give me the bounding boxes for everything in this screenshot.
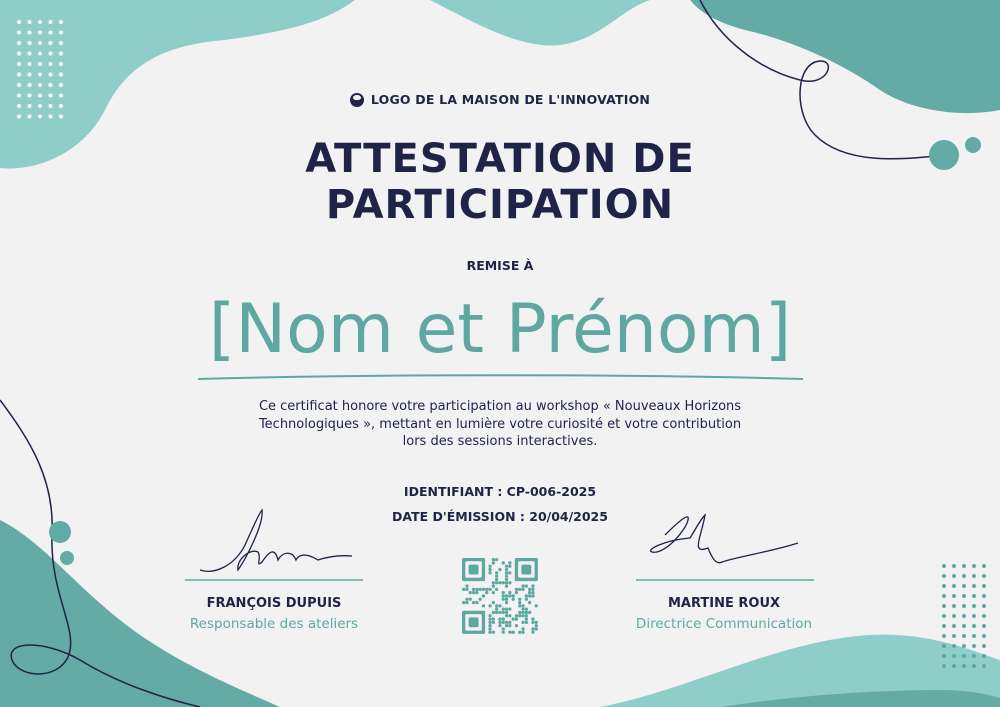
qr-module	[512, 617, 515, 620]
qr-module	[531, 591, 534, 594]
logo-text: LOGO DE LA MAISON DE L'INNOVATION	[370, 92, 651, 107]
decorative-dot	[962, 564, 966, 568]
decorative-dot	[38, 31, 42, 35]
qr-module	[521, 611, 524, 614]
decorative-dot	[38, 62, 42, 66]
qr-module	[515, 617, 518, 620]
qr-module	[465, 584, 468, 587]
decorative-dot	[28, 83, 32, 87]
qr-module	[492, 611, 495, 614]
qr-module	[508, 614, 511, 617]
left-large-dot	[49, 521, 71, 543]
decorative-dot	[59, 41, 63, 45]
decorative-dot	[942, 654, 946, 658]
decorative-dot	[962, 654, 966, 658]
signatory-right-name: MARTINE ROUX	[667, 596, 781, 611]
decorative-dot	[942, 604, 946, 608]
qr-module	[518, 611, 521, 614]
decorative-dot	[38, 83, 42, 87]
qr-module	[521, 608, 524, 611]
decorative-dot	[952, 664, 956, 668]
qr-module	[521, 584, 524, 587]
decorative-dot	[942, 614, 946, 618]
decorative-dot	[942, 644, 946, 648]
decorative-dot	[982, 604, 986, 608]
decorative-dot	[962, 634, 966, 638]
qr-module	[508, 581, 511, 584]
qr-module	[502, 561, 505, 564]
qr-module	[498, 621, 501, 624]
qr-module	[498, 604, 501, 607]
organization-logo	[0, 92, 1000, 107]
decorative-dot	[28, 20, 32, 24]
qr-module	[472, 591, 475, 594]
decorative-dot	[982, 624, 986, 628]
qr-module	[505, 598, 508, 601]
qr-module	[472, 588, 475, 591]
qr-module	[505, 601, 508, 604]
decorative-dot	[942, 584, 946, 588]
qr-module	[508, 565, 511, 568]
qr-module	[502, 627, 505, 630]
qr-module	[531, 617, 534, 620]
qr-module	[492, 581, 495, 584]
qr-module	[495, 581, 498, 584]
qr-module	[472, 601, 475, 604]
qr-module	[475, 591, 478, 594]
qr-module	[531, 627, 534, 630]
decorative-dot	[17, 83, 21, 87]
qr-module	[492, 621, 495, 624]
title-line-2: PARTICIPATION	[325, 182, 675, 228]
qr-module	[505, 581, 508, 584]
decorative-dot	[962, 584, 966, 588]
decorative-dot	[982, 654, 986, 658]
qr-module	[488, 568, 491, 571]
decorative-dot	[49, 83, 53, 87]
qr-module	[502, 621, 505, 624]
qr-module	[521, 604, 524, 607]
decorative-dot	[952, 564, 956, 568]
signatory-left-role: Responsable des ateliers	[189, 616, 359, 632]
qr-module	[488, 617, 491, 620]
decorative-dot	[972, 634, 976, 638]
qr-module	[492, 631, 495, 634]
decorative-dot	[952, 644, 956, 648]
decorative-dot	[972, 574, 976, 578]
qr-module	[469, 591, 472, 594]
qr-module	[469, 598, 472, 601]
qr-module	[462, 601, 465, 604]
qr-module	[521, 621, 524, 624]
qr-module	[505, 594, 508, 597]
qr-module	[525, 617, 528, 620]
decorative-dot	[982, 664, 986, 668]
qr-module	[508, 571, 511, 574]
decorative-dot	[38, 115, 42, 119]
qr-module	[469, 565, 479, 575]
qr-module	[495, 571, 498, 574]
qr-module	[505, 565, 508, 568]
qr-module	[515, 624, 518, 627]
qr-module	[521, 614, 524, 617]
qr-module	[521, 565, 531, 575]
qr-module	[518, 604, 521, 607]
decorative-dot	[972, 664, 976, 668]
decorative-dot	[17, 52, 21, 56]
qr-module	[488, 627, 491, 630]
issue-date: DATE D'ÉMISSION : 20/04/2025	[392, 509, 608, 524]
description-line-3: lors des sessions interactives.	[402, 434, 598, 449]
qr-module	[531, 584, 534, 587]
qr-module	[508, 561, 511, 564]
qr-module	[508, 621, 511, 624]
decorative-dot	[962, 664, 966, 668]
decorative-dot	[28, 41, 32, 45]
awarded-to-label: REMISE À	[466, 258, 534, 273]
decorative-dot	[38, 73, 42, 77]
qr-module	[495, 611, 498, 614]
decorative-dot	[982, 634, 986, 638]
qr-module	[528, 611, 531, 614]
qr-module	[525, 608, 528, 611]
decorative-dot	[49, 115, 53, 119]
qr-module	[502, 594, 505, 597]
decorative-dot	[982, 584, 986, 588]
decorative-dot	[17, 41, 21, 45]
qr-module	[492, 584, 495, 587]
qr-module	[465, 601, 468, 604]
qr-module	[525, 614, 528, 617]
qr-module	[521, 627, 524, 630]
decorative-dot	[59, 115, 63, 119]
qr-module	[479, 598, 482, 601]
qr-module	[531, 631, 534, 634]
qr-module	[502, 581, 505, 584]
decorative-dot	[982, 614, 986, 618]
qr-module	[535, 627, 538, 630]
decorative-dot	[59, 83, 63, 87]
qr-module	[488, 624, 491, 627]
qr-module	[495, 578, 498, 581]
qr-module	[492, 591, 495, 594]
qr-module	[521, 588, 524, 591]
decorative-dot	[942, 574, 946, 578]
decorative-dot	[28, 31, 32, 35]
qr-module	[505, 608, 508, 611]
qr-module	[518, 614, 521, 617]
qr-module	[482, 604, 485, 607]
signatory-right-role: Directrice Communication	[635, 616, 813, 632]
decorative-dot	[28, 115, 32, 119]
qr-module	[465, 588, 468, 591]
qr-module	[531, 621, 534, 624]
qr-module	[498, 617, 501, 620]
decorative-dot	[49, 73, 53, 77]
qr-module	[515, 588, 518, 591]
qr-module	[508, 631, 511, 634]
qr-module	[495, 558, 498, 561]
qr-module	[475, 588, 478, 591]
recipient-name: [Nom et Prénom]	[208, 290, 792, 369]
decorative-dot	[962, 644, 966, 648]
qr-module	[482, 594, 485, 597]
decorative-dot	[49, 20, 53, 24]
qr-module	[525, 621, 528, 624]
qr-module	[512, 594, 515, 597]
qr-module	[528, 591, 531, 594]
circle-logo-icon	[350, 93, 364, 107]
decorative-dot	[59, 52, 63, 56]
qr-module	[508, 591, 511, 594]
description-line-2: Technologiques », mettant en lumière votre curiosité et votre contribution	[258, 416, 742, 432]
qr-module	[502, 611, 505, 614]
decorative-dot	[972, 624, 976, 628]
qr-module	[502, 617, 505, 620]
qr-module	[488, 631, 491, 634]
decorative-dot	[962, 574, 966, 578]
qr-module	[479, 588, 482, 591]
qr-module	[492, 617, 495, 620]
decorative-dot	[17, 20, 21, 24]
qr-module	[492, 601, 495, 604]
decorative-dot	[972, 644, 976, 648]
qr-module	[531, 588, 534, 591]
qr-module	[505, 624, 508, 627]
certificate-identifier: IDENTIFIANT : CP-006-2025	[403, 484, 597, 499]
qr-module	[469, 617, 479, 627]
qr-module	[505, 614, 508, 617]
decorative-dot	[972, 614, 976, 618]
decorative-dot	[28, 52, 32, 56]
qr-module	[512, 598, 515, 601]
decorative-dot	[952, 624, 956, 628]
qr-module	[515, 614, 518, 617]
decorative-dot	[942, 664, 946, 668]
qr-code	[462, 558, 538, 634]
qr-module	[488, 565, 491, 568]
qr-module	[505, 575, 508, 578]
decorative-dot	[972, 584, 976, 588]
qr-module	[485, 588, 488, 591]
qr-module	[495, 604, 498, 607]
qr-module	[528, 588, 531, 591]
decorative-dot	[952, 654, 956, 658]
qr-module	[518, 601, 521, 604]
decorative-dot	[49, 41, 53, 45]
qr-module	[525, 584, 528, 587]
qr-module	[535, 624, 538, 627]
decorative-dot	[28, 73, 32, 77]
description-line-1: Ce certificat honore votre participation au workshop « Nouveaux Horizons	[258, 399, 742, 414]
decorative-dot	[982, 594, 986, 598]
qr-module	[498, 624, 501, 627]
qr-module	[521, 631, 524, 634]
decorative-dot	[962, 614, 966, 618]
decorative-dot	[952, 614, 956, 618]
qr-module	[498, 568, 501, 571]
qr-module	[505, 578, 508, 581]
qr-module	[465, 598, 468, 601]
qr-module	[528, 594, 531, 597]
qr-module	[528, 601, 531, 604]
qr-module	[475, 601, 478, 604]
qr-module	[525, 594, 528, 597]
decorative-dot	[59, 62, 63, 66]
decorative-dot	[972, 604, 976, 608]
certificate-description	[250, 398, 750, 451]
title-line-1: ATTESTATION DE	[305, 136, 695, 182]
qr-module	[518, 598, 521, 601]
decorative-dot	[17, 62, 21, 66]
decorative-dot	[962, 624, 966, 628]
qr-module	[518, 631, 521, 634]
decorative-dot	[942, 634, 946, 638]
decorative-dot	[982, 574, 986, 578]
qr-module	[492, 558, 495, 561]
qr-module	[525, 598, 528, 601]
decorative-dot	[38, 41, 42, 45]
qr-module	[462, 588, 465, 591]
bottom-left-blob	[0, 520, 280, 707]
qr-module	[488, 604, 491, 607]
qr-module	[502, 631, 505, 634]
qr-module	[505, 611, 508, 614]
decorative-dot	[49, 52, 53, 56]
decorative-dot	[962, 604, 966, 608]
decorative-dot	[49, 62, 53, 66]
decorative-dot	[38, 52, 42, 56]
decorative-dot	[982, 564, 986, 568]
decorative-dot	[17, 115, 21, 119]
qr-module	[508, 624, 511, 627]
qr-module	[495, 608, 498, 611]
decorative-dot	[952, 584, 956, 588]
qr-module	[535, 621, 538, 624]
qr-module	[502, 598, 505, 601]
qr-module	[488, 571, 491, 574]
decorative-dot	[17, 73, 21, 77]
decorative-dot	[962, 594, 966, 598]
qr-module	[508, 608, 511, 611]
certificate-title	[0, 136, 1000, 228]
qr-module	[502, 608, 505, 611]
qr-module	[512, 631, 515, 634]
decorative-dot	[972, 654, 976, 658]
decorative-dot	[28, 62, 32, 66]
qr-module	[525, 611, 528, 614]
decorative-dot	[952, 604, 956, 608]
decorative-dot	[49, 31, 53, 35]
decorative-dot	[942, 624, 946, 628]
qr-module	[495, 575, 498, 578]
decorative-dot	[38, 20, 42, 24]
qr-module	[508, 594, 511, 597]
qr-module	[531, 594, 534, 597]
decorative-dot	[59, 73, 63, 77]
left-small-dot	[60, 551, 74, 565]
qr-module	[535, 604, 538, 607]
qr-module	[495, 588, 498, 591]
qr-module	[498, 611, 501, 614]
qr-module	[505, 571, 508, 574]
decorative-dot	[972, 594, 976, 598]
signatory-left-name: FRANÇOIS DUPUIS	[206, 596, 342, 611]
decorative-dot	[952, 574, 956, 578]
qr-module	[482, 588, 485, 591]
decorative-dot	[942, 564, 946, 568]
decorative-dot	[952, 634, 956, 638]
qr-module	[492, 561, 495, 564]
decorative-dot	[59, 31, 63, 35]
top-center-blob	[430, 0, 650, 46]
decorative-dot	[972, 564, 976, 568]
qr-module	[485, 591, 488, 594]
decorative-dot	[982, 644, 986, 648]
decorative-dot	[17, 31, 21, 35]
decorative-dot	[952, 594, 956, 598]
qr-module	[505, 584, 508, 587]
qr-module	[505, 621, 508, 624]
qr-module	[498, 581, 501, 584]
qr-module	[518, 588, 521, 591]
qr-module	[488, 588, 491, 591]
qr-module	[505, 568, 508, 571]
qr-module	[488, 621, 491, 624]
decorative-dot	[942, 594, 946, 598]
qr-module	[502, 591, 505, 594]
qr-module	[488, 614, 491, 617]
decorative-dot	[59, 20, 63, 24]
qr-module	[515, 591, 518, 594]
